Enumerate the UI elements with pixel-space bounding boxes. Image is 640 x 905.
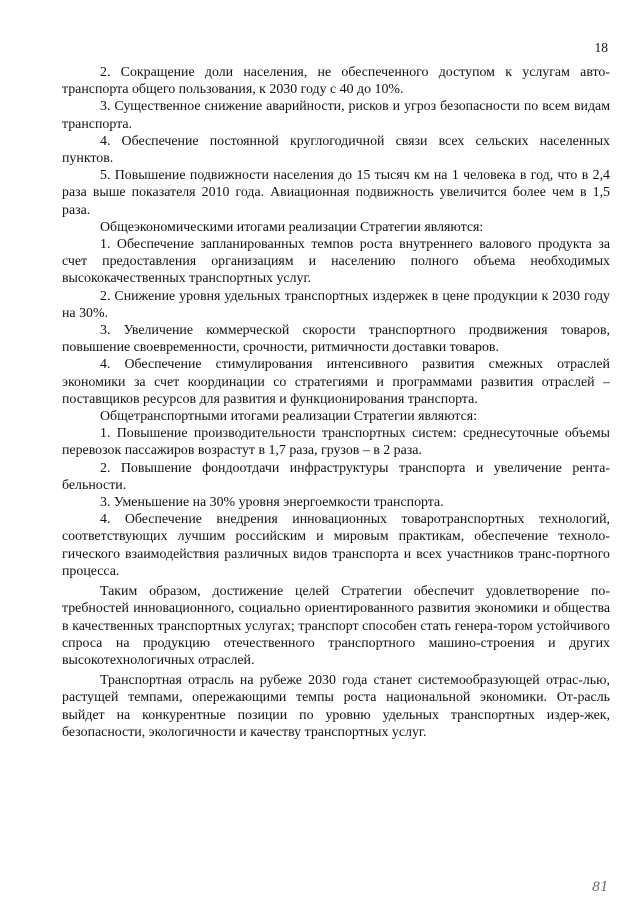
paragraph: 2. Повышение фондоотдачи инфраструктуры транспорта и увеличение рента-бельности. xyxy=(62,460,610,493)
paragraph: Таким образом, достижение целей Стратегии обеспечит удовлетворение по-требностей инновационного, социально ориентированного развития экономики и общества в качественных транспортных услугах; транспорт способен стать генера-тором устойчивого спроса на продукцию отечественного транспортного машино-строения и других высокотехнологичных отраслей. xyxy=(62,584,610,668)
page-number: 18 xyxy=(594,40,608,55)
paragraph: 3. Увеличение коммерческой скорости транспортного продвижения товаров, повышение своевременности, срочности, ритмичности доставки товаров. xyxy=(62,323,610,356)
paragraph: 2. Снижение уровня удельных транспортных издержек в цене продукции к 2030 году на 30%. xyxy=(62,288,610,321)
handwritten-page-mark: 81 xyxy=(592,880,609,895)
paragraph: Общеэкономическими итогами реализации Стратегии являются: xyxy=(100,219,484,235)
paragraph: 4. Обеспечение внедрения инновационных товаротранспортных технологий, соответствующих лучшим российским и мировым практикам, обеспечение техноло-гического взаимодействия различных видов транспорта и всех участников транс-портного процесса. xyxy=(62,512,610,579)
paragraph: 1. Повышение производительности транспортных систем: среднесуточные объемы перевозок пассажиров возрастут в 1,7 раза, грузов – в 2 раза. xyxy=(62,426,610,459)
document-body xyxy=(62,64,610,741)
paragraph: Транспортная отрасль на рубеже 2030 года станет системообразующей отрас-лью, растущей темпами, опережающими темпы роста национальной экономики. От-расль выйдет на конкурентные позиции по уровню удельных транспортных издер-жек, безопасности, экологичности и качеству транспортных услуг. xyxy=(62,673,610,740)
paragraph: 2. Сокращение доли населения, не обеспеченного доступом к услугам авто-транспорта общего пользования, к 2030 году с 40 до 10%. xyxy=(62,65,610,98)
paragraph: 3. Уменьшение на 30% уровня энергоемкости транспорта. xyxy=(100,495,444,511)
paragraph: 5. Повышение подвижности населения до 15 тысяч км на 1 человека в год, что в 2,4 раза выше показателя 2010 года. Авиационная подвижность увеличится более чем в 1,5 раза. xyxy=(62,168,610,218)
paragraph: 4. Обеспечение стимулирования интенсивного развития смежных отраслей экономики за счет координации со стратегиями и программами развития отраслей – поставщиков ресурсов для развития и функционирования транспорта. xyxy=(62,357,610,407)
paragraph: 1. Обеспечение запланированных темпов роста внутреннего валового продукта за счет предоставления организациям и населению полного объема необходимых высококачественных транспортных услуг. xyxy=(62,237,610,287)
paragraph: Общетранспортными итогами реализации Стратегии являются: xyxy=(100,409,478,425)
paragraph: 3. Существенное снижение аварийности, рисков и угроз безопасности по всем видам транспорта. xyxy=(62,99,610,132)
paragraph: 4. Обеспечение постоянной круглогодичной связи всех сельских населенных пунктов. xyxy=(62,133,610,167)
